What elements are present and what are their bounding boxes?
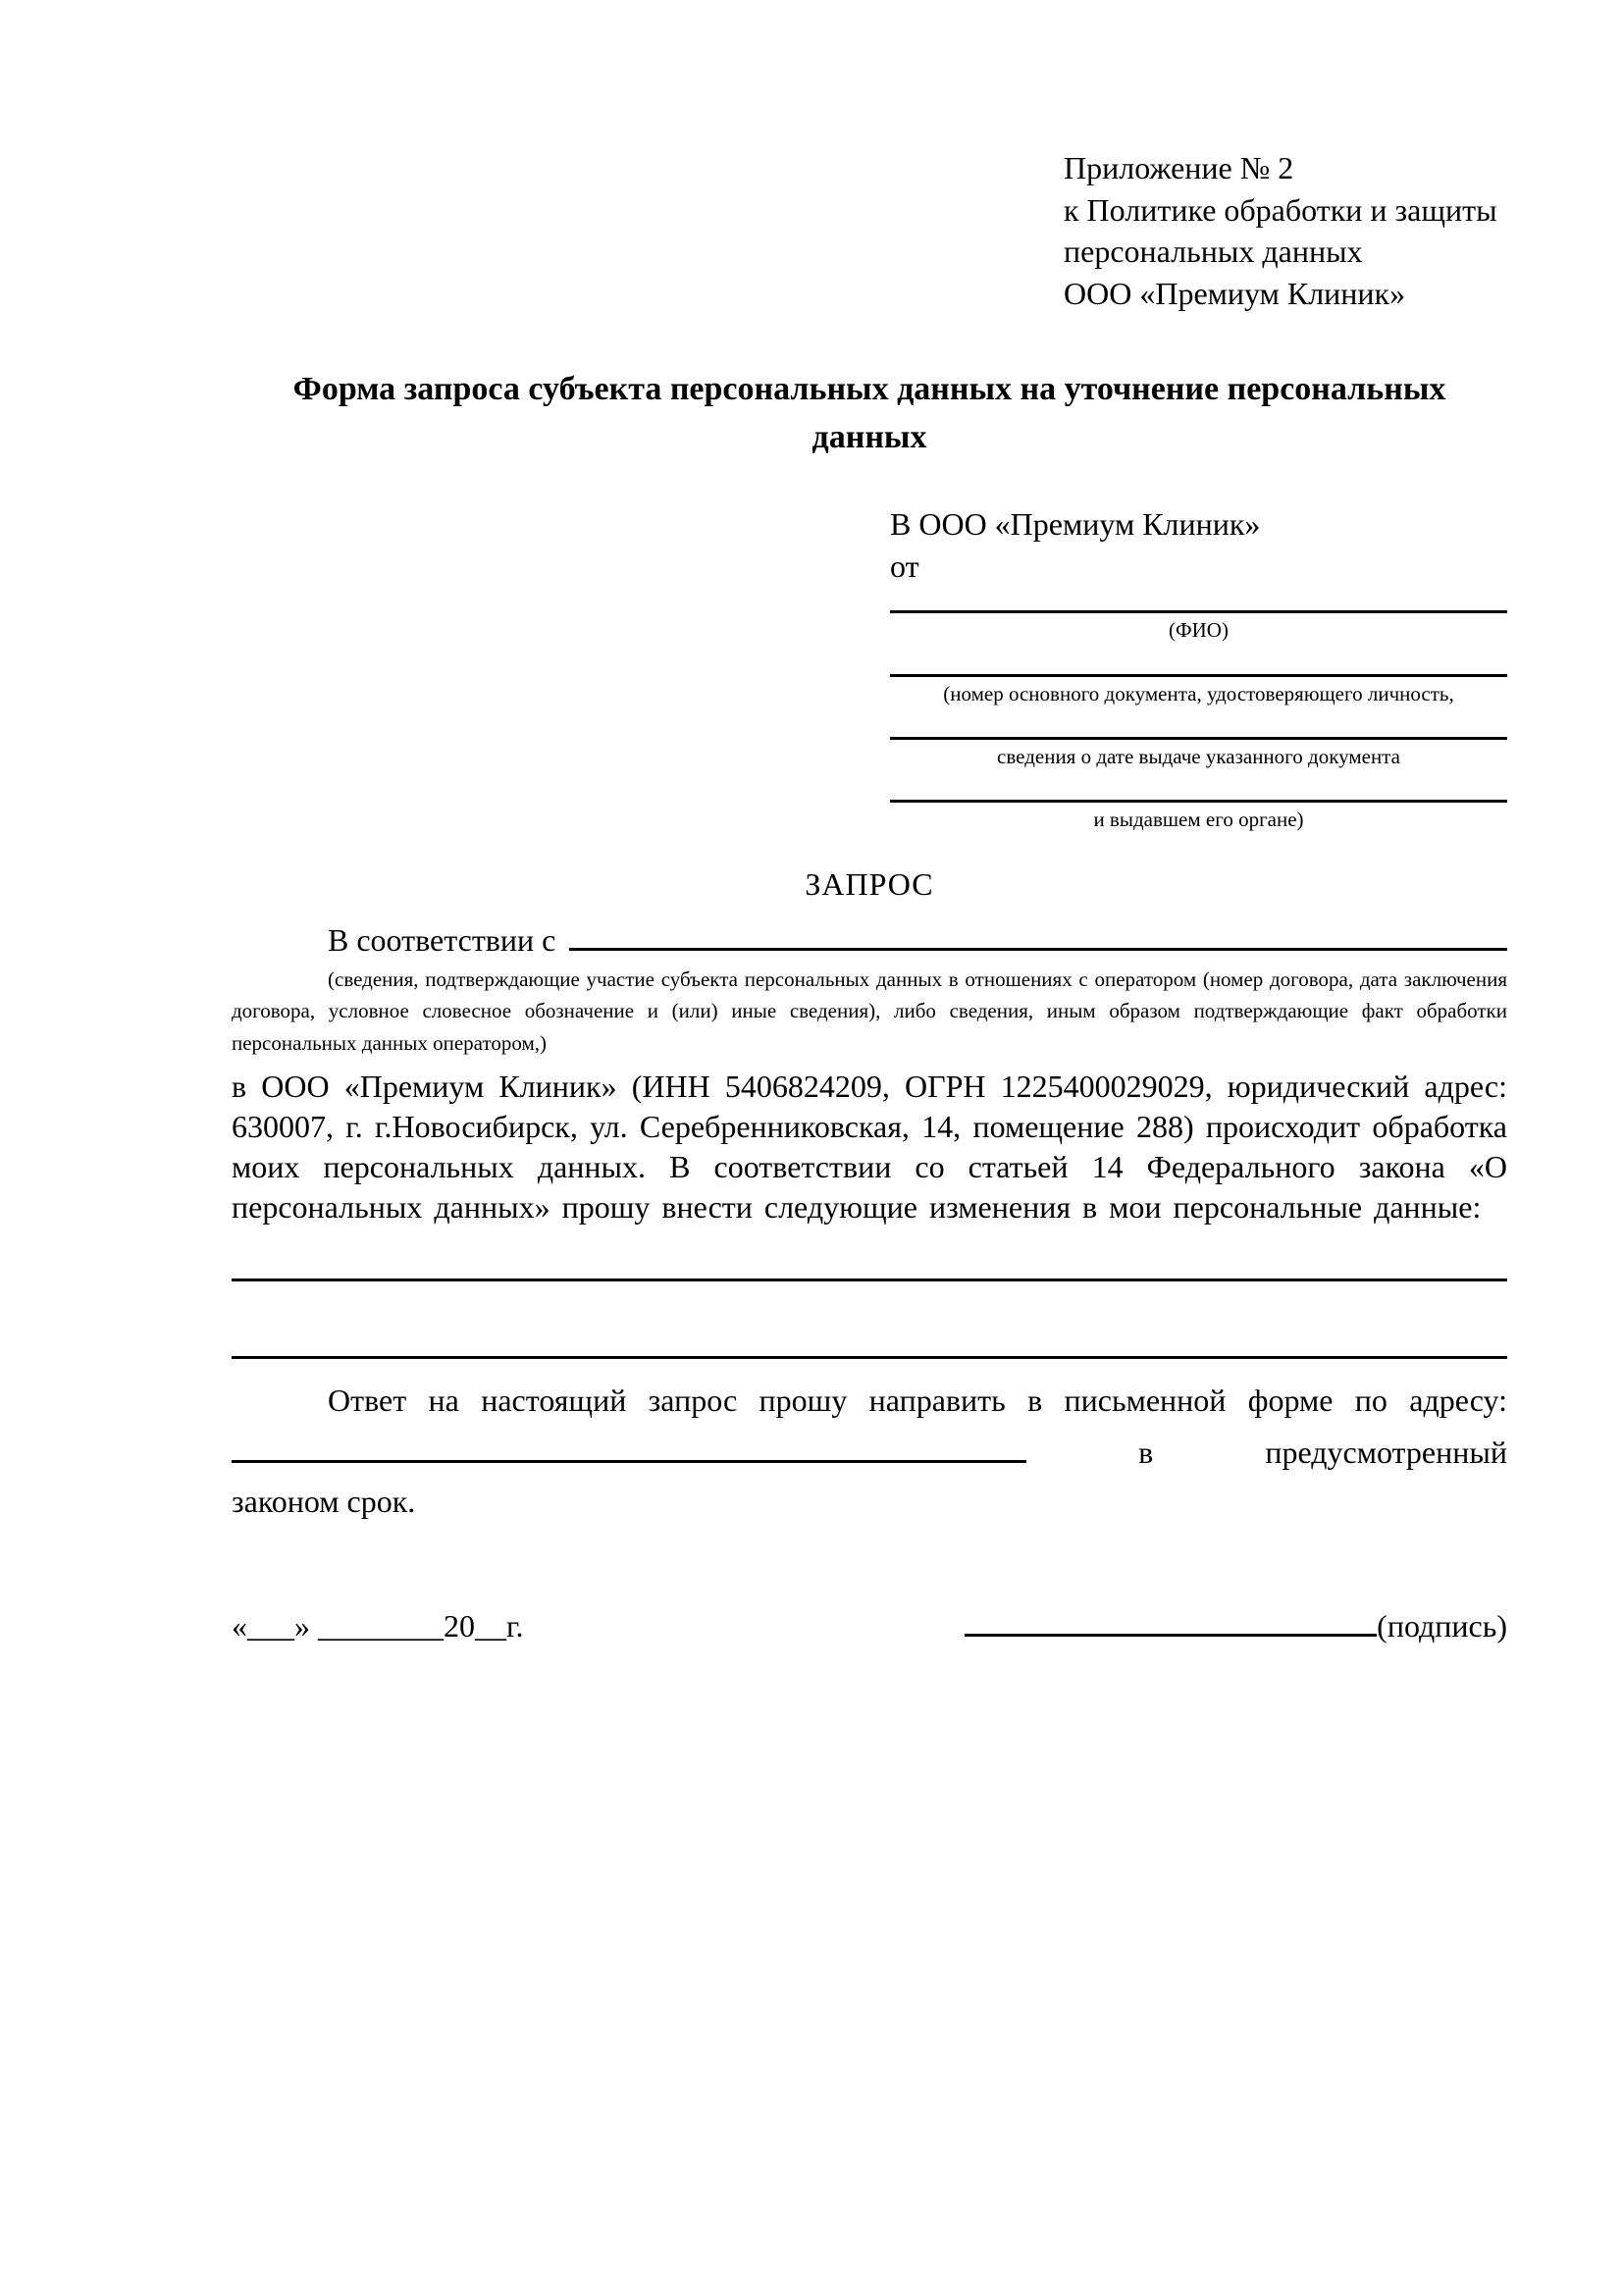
issue-date-fill-line [890,714,1507,740]
reply-sentence: Ответ на настоящий запрос прошу направить в письменной форме по адресу: [328,1383,1507,1419]
signature-caption: (подпись) [1377,1608,1507,1644]
reply-address-line [232,1430,1507,1472]
basis-note: (сведения, подтверждающие участие субъекта персональных данных в отношениях с оператором (номер договора, дата заключения договора, условное словесное обозначение и (или) иные сведения), либо сведения, иным образом подтверждающие факт обработки персональных данных оператором,) [232,966,1507,1055]
fio-fill-line [890,588,1507,613]
addressee-block [890,503,1507,835]
annex-header-line: ООО «Премиум Клиник» [1064,275,1406,311]
annex-header-line: персональных данных [1064,234,1363,270]
reply-word: в [1138,1435,1154,1471]
issuing-authority-caption: и выдавшем его органе) [1093,808,1304,832]
request-body: в ООО «Премиум Клиник» (ИНН 5406824209, ОГРН 1225400029029, юридический адрес: 630007, г. г.Новосибирск, ул. Серебренниковская, 14, помещение 288) происходит обработка моих персональных данных. В соответствии со статьей 14 Федерального закона «О персональных данных» прошу внести следующие изменения в мои персональные данные: [232,1069,1507,1226]
document-number-fill-line [890,652,1507,677]
request-heading: ЗАПРОС [805,865,934,902]
issue-date-caption: сведения о дате выдаче указанного документа [997,744,1400,768]
document-title: Форма запроса субъекта персональных данных на уточнение персональных данных [292,371,1446,456]
annex-header-line: к Политике обработки и защиты [1064,191,1497,228]
issuing-authority-field [890,777,1507,834]
fio-caption: (ФИО) [1169,618,1229,643]
annex-header [1064,147,1507,314]
reply-sentence-end: законом срок. [232,1484,416,1520]
addressee-to: В ООО «Премиум Клиник» [890,505,1261,542]
issuing-authority-fill-line [890,777,1507,803]
changes-fill-line-2 [232,1356,1507,1359]
issue-date-field [890,714,1507,771]
reply-word: предусмотренный [1265,1435,1507,1471]
document-number-caption: (номер основного документа, удостоверяющего личность, [943,681,1454,705]
changes-fill-line-1 [232,1278,1507,1281]
basis-line [232,917,1507,960]
address-fill-line [232,1430,1026,1463]
addressee-from-label: от [890,548,919,584]
signature-fill-line [965,1603,1377,1637]
fio-field [890,588,1507,645]
annex-header-line: Приложение № 2 [1064,150,1294,185]
basis-fill-line [569,917,1507,951]
document-number-field [890,652,1507,708]
basis-prefix: В соответствии с [328,921,556,958]
date-line: «___» ________20__г. [232,1608,524,1644]
date-signature-row [232,1603,1507,1645]
signature-block [965,1603,1507,1645]
